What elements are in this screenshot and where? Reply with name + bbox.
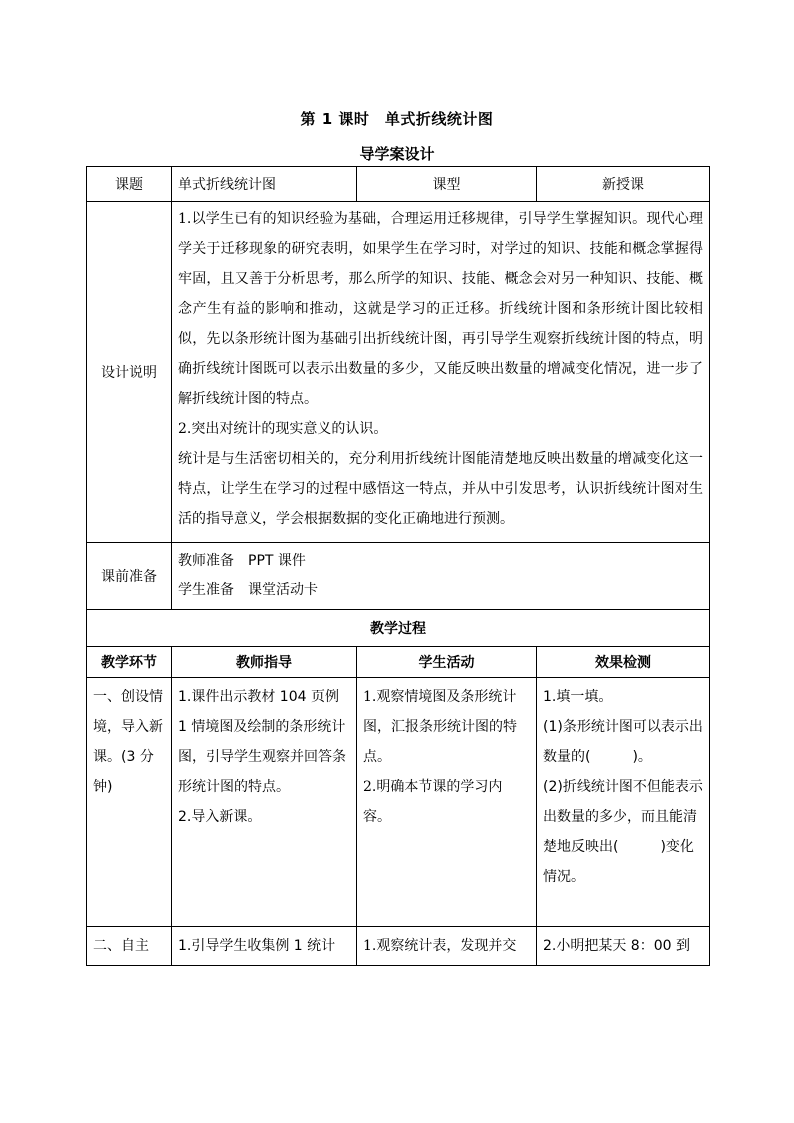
student-step-1: 1.观察情境图及条形统计图，汇报条形统计图的特点。 — [363, 689, 517, 765]
teacher-cell — [172, 678, 357, 927]
prep-label: 课前准备 — [87, 543, 172, 610]
check-step-3: (2)折线统计图不但能表示出数量的多少，而且能清楚地反映出( )变化情况。 — [543, 779, 703, 885]
process-header-row — [87, 647, 710, 678]
process-row — [87, 678, 710, 927]
type-value: 新授课 — [537, 167, 710, 202]
col-student: 学生活动 — [357, 647, 537, 678]
check-cell: 2.小明把某天 8：00 到 — [537, 927, 710, 966]
design-content — [172, 202, 710, 543]
prep-student: 学生准备 课堂活动卡 — [178, 582, 318, 598]
prep-teacher: 教师准备 PPT 课件 — [178, 553, 306, 569]
teacher-step-1: 1.课件出示教材 104 页例 1 情境图及绘制的条形统计图，引导学生观察并回答条形统计图的特点。 — [178, 689, 346, 795]
check-step-2: (1)条形统计图可以表示出数量的( )。 — [543, 719, 703, 765]
prep-row — [87, 543, 710, 610]
header-row — [87, 167, 710, 202]
page-title: 第 1 课时 单式折线统计图 — [300, 110, 494, 128]
teacher-cell: 1.引导学生收集例 1 统计 — [172, 927, 357, 966]
stage-cell: 一、创设情境，导入新课。(3 分钟) — [87, 678, 172, 927]
design-label: 设计说明 — [87, 202, 172, 543]
topic-label: 课题 — [87, 167, 172, 202]
design-paragraph-1: 1.以学生已有的知识经验为基础，合理运用迁移规律，引导学生掌握知识。现代心理学关于迁移现象的研究表明，如果学生在学习时，对学过的知识、技能和概念掌握得牢固，且又善于分析思考，那么所学的知识、技能、概念会对另一种知识、技能、概念产生有益的影响和推动，这就是学习的正迁移。折线统计图和条形统计图比较相似，先以条形统计图为基础引出折线统计图，再引导学生观察折线统计图的特点，明确折线统计图既可以表示出数量的多少，又能反映出数量的增减变化情况，进一步了解折线统计图的特点。 — [178, 211, 703, 407]
lesson-plan-table — [86, 166, 710, 966]
student-step-2: 2.明确本节课的学习内容。 — [363, 779, 503, 825]
process-title-row — [87, 610, 710, 647]
topic-value: 单式折线统计图 — [172, 167, 357, 202]
process-title: 教学过程 — [87, 610, 710, 647]
design-paragraph-2: 2.突出对统计的现实意义的认识。 — [178, 421, 388, 437]
student-cell: 1.观察统计表，发现并交 — [357, 927, 537, 966]
col-stage: 教学环节 — [87, 647, 172, 678]
design-row — [87, 202, 710, 543]
stage-cell: 二、自主 — [87, 927, 172, 966]
design-paragraph-3: 统计是与生活密切相关的，充分利用折线统计图能清楚地反映出数量的增减变化这一特点，让学生在学习的过程中感悟这一特点，并从中引发思考，认识折线统计图对生活的指导意义，学会根据数据的变化正确地进行预测。 — [178, 451, 703, 527]
prep-content — [172, 543, 710, 610]
col-teacher: 教师指导 — [172, 647, 357, 678]
check-cell — [537, 678, 710, 927]
type-label: 课型 — [357, 167, 537, 202]
process-row — [87, 927, 710, 966]
page-subtitle: 导学案设计 — [359, 145, 435, 163]
teacher-step-2: 2.导入新课。 — [178, 809, 262, 825]
col-check: 效果检测 — [537, 647, 710, 678]
student-cell — [357, 678, 537, 927]
check-step-1: 1.填一填。 — [543, 689, 613, 705]
